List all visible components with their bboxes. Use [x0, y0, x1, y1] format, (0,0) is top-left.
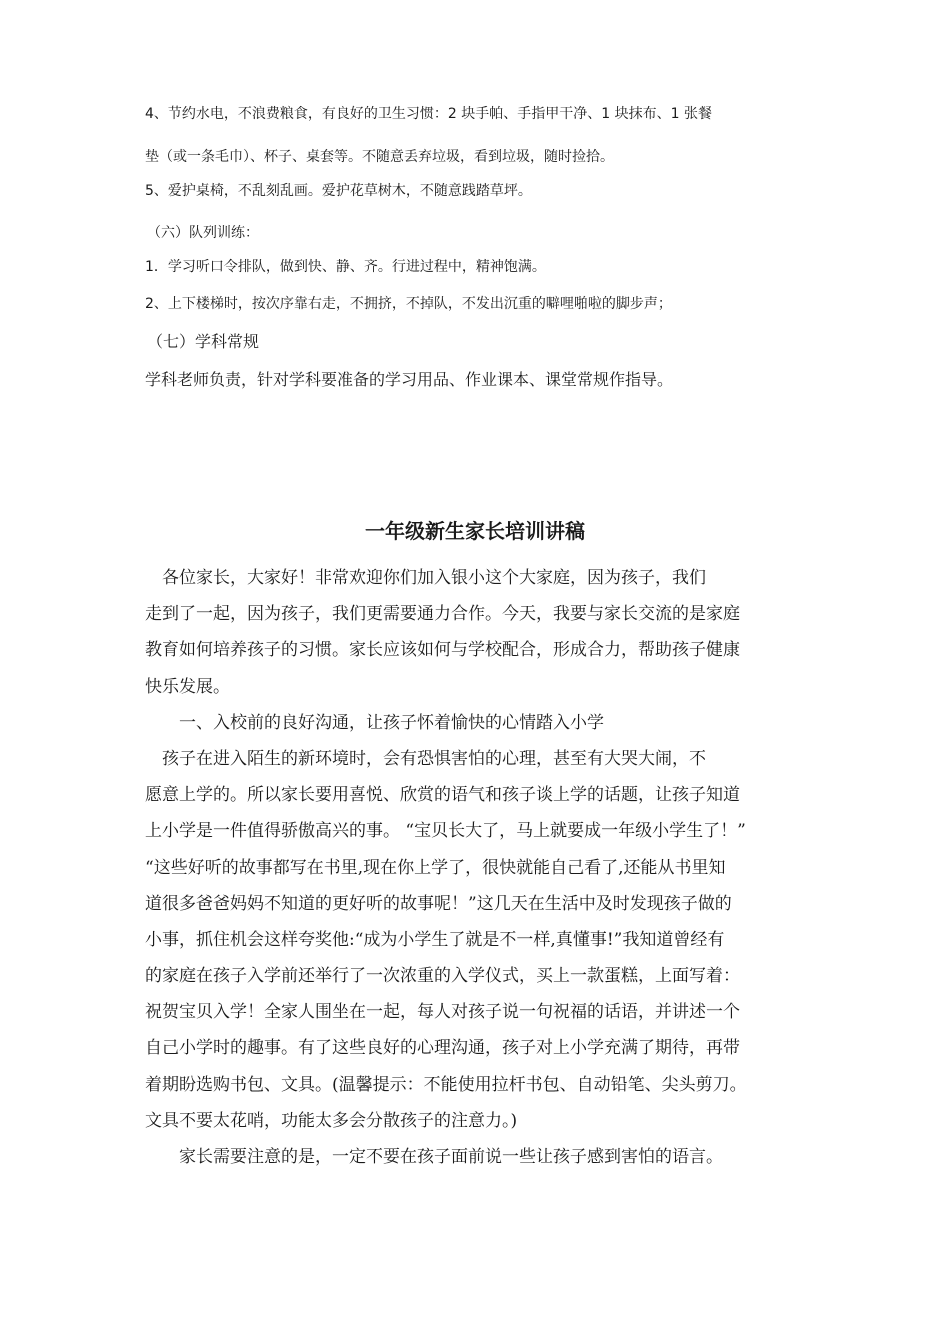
paragraph-line: 自己小学时的趣事。有了这些良好的心理沟通，孩子对上小学充满了期待，再带: [145, 1038, 740, 1059]
speech-paragraph-1: [145, 560, 810, 1175]
paragraph-line: 愿意上学的。所以家长要用喜悦、欣赏的语气和孩子谈上学的话题，让孩子知道: [145, 785, 740, 806]
speech-title: 一年级新生家长培训讲稿: [365, 519, 585, 543]
paragraph-line: 祝贺宝贝入学！全家人围坐在一起，每人对孩子说一句祝福的话语，并讲述一个: [145, 1002, 740, 1023]
heading-subject-routine: （七）学科常规: [147, 332, 260, 351]
drill-item-1: 1．学习听口令排队，做到快、静、齐。行进过程中，精神饱满。: [145, 259, 546, 275]
paragraph-line: 着期盼选购书包、文具。(温馨提示：不能使用拉杆书包、自动铅笔、尖头剪刀。: [145, 1074, 747, 1095]
paragraph-line: 走到了一起，因为孩子，我们更需要通力合作。今天，我要与家长交流的是家庭: [145, 604, 740, 625]
paragraph-line: 的家庭在孩子入学前还举行了一次浓重的入学仪式，买上一款蛋糕，上面写着：: [145, 966, 740, 987]
rule-item-5: 5、爱护桌椅，不乱刻乱画。爱护花草树木，不随意践踏草坪。: [145, 183, 532, 199]
paragraph-line: 文具不要太花哨，功能太多会分散孩子的注意力。): [145, 1110, 518, 1131]
paragraph-line: 上小学是一件值得骄傲高兴的事。 “宝贝长大了，马上就要成一年级小学生了！”: [145, 821, 746, 842]
subject-routine-text: 学科老师负责，针对学科要准备的学习用品、作业课本、课堂常规作指导。: [145, 370, 674, 389]
paragraph-line: 道很多爸爸妈妈不知道的更好听的故事呢！”这几天在生活中及时发现孩子做的: [145, 893, 732, 914]
drill-item-2: 2、上下楼梯时，按次序靠右走，不拥挤，不掉队，不发出沉重的噼哩啪啦的脚步声；: [145, 296, 672, 312]
section-heading-1: 一、入校前的良好沟通，让孩子怀着愉快的心情踏入小学: [145, 712, 604, 733]
paragraph-line: 小事，抓住机会这样夸奖他:“成为小学生了就是不一样,真懂事!”我知道曾经有: [145, 929, 725, 950]
paragraph-line: 孩子在进入陌生的新环境时，会有恐惧害怕的心理，甚至有大哭大闹，不: [145, 748, 706, 769]
rule-item-4-line-1: 4、节约水电，不浪费粮食，有良好的卫生习惯：2 块手帕、手指甲干净、1 块抹布、1 张餐: [145, 106, 712, 122]
paragraph-line: 各位家长，大家好！非常欢迎你们加入银小这个大家庭，因为孩子，我们: [145, 568, 706, 588]
paragraph-line: 快乐发展。: [145, 676, 230, 697]
paragraph-line: 教育如何培养孩子的习惯。家长应该如何与学校配合，形成合力，帮助孩子健康: [145, 640, 740, 661]
paragraph-line: “这些好听的故事都写在书里,现在你上学了，很快就能自己看了,还能从书里知: [145, 857, 726, 878]
rule-item-4-line-2: 垫（或一条毛巾）、杯子、桌套等。不随意丢弃垃圾，看到垃圾，随时捡拾。: [145, 149, 614, 165]
paragraph-line: 家长需要注意的是，一定不要在孩子面前说一些让孩子感到害怕的语言。: [145, 1147, 723, 1167]
heading-queue-training: （六）队列训练：: [147, 225, 259, 241]
